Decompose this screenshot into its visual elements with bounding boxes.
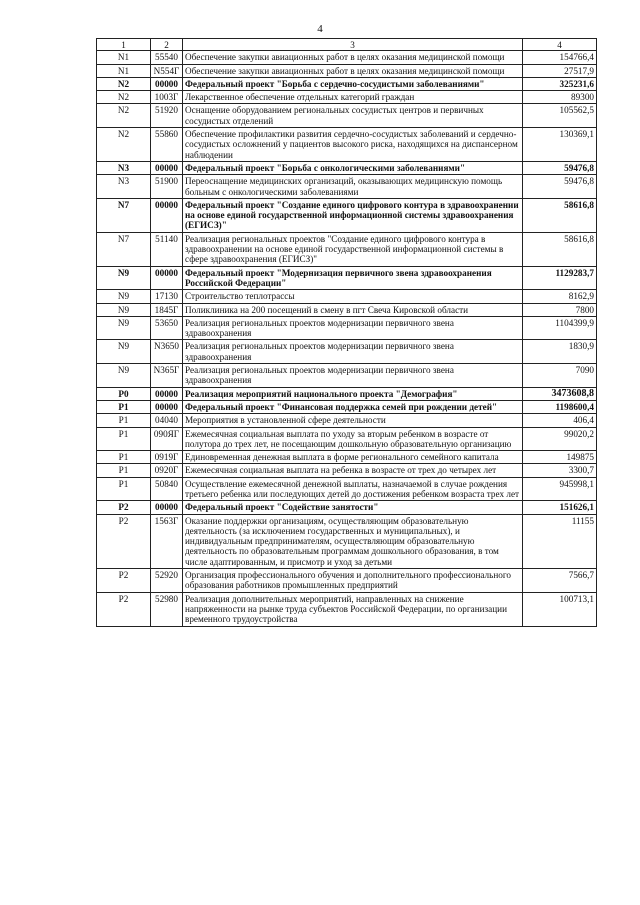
- row-amount-cell: 59476,8: [523, 175, 597, 199]
- row-description-cell: Оказание поддержки организациям, осуществляющим образовательную деятельность (за исключением государственных и муниципальных), и индивидуальным предпринимателям, осуществляющим образовательную деятельность по образовательным программам дошкольного образования, в том числе адаптированным, и присмотр и уход за детьми: [183, 514, 523, 568]
- row-subcode-cell: 00000: [151, 387, 183, 400]
- table-row: [97, 198, 597, 232]
- row-description-cell: Переоснащение медицинских организаций, оказывающих медицинскую помощь больным с онкологическими заболеваниями: [183, 175, 523, 199]
- row-description-cell: Лекарственное обеспечение отдельных категорий граждан: [183, 91, 523, 104]
- row-subcode-cell: 1003Г: [151, 91, 183, 104]
- row-description-cell: Ежемесячная социальная выплата на ребенка в возрасте от трех до четырех лет: [183, 464, 523, 477]
- row-code-cell: N7: [97, 232, 151, 266]
- row-description-cell: Федеральный проект "Финансовая поддержка семей при рождении детей": [183, 400, 523, 413]
- table-row: [97, 569, 597, 593]
- table-header-row: [97, 39, 597, 51]
- table-row: [97, 64, 597, 77]
- row-code-cell: P1: [97, 400, 151, 413]
- row-amount-cell: 3300,7: [523, 464, 597, 477]
- row-subcode-cell: N554Г: [151, 64, 183, 77]
- row-description-cell: Реализация региональных проектов модернизации первичного звена здравоохранения: [183, 340, 523, 364]
- row-subcode-cell: N365Г: [151, 364, 183, 388]
- row-amount-cell: 154766,4: [523, 51, 597, 64]
- row-subcode-cell: 52920: [151, 569, 183, 593]
- row-amount-cell: 7800: [523, 303, 597, 316]
- row-code-cell: N2: [97, 91, 151, 104]
- row-description-cell: Мероприятия в установленной сфере деятельности: [183, 414, 523, 427]
- row-code-cell: N3: [97, 175, 151, 199]
- column-header: 2: [151, 39, 183, 51]
- row-amount-cell: 3473608,8: [523, 387, 597, 400]
- row-code-cell: N9: [97, 316, 151, 340]
- row-code-cell: N1: [97, 64, 151, 77]
- table-row: [97, 303, 597, 316]
- row-amount-cell: 406,4: [523, 414, 597, 427]
- row-code-cell: P1: [97, 464, 151, 477]
- row-amount-cell: 325231,6: [523, 77, 597, 90]
- table-row: [97, 501, 597, 514]
- row-subcode-cell: 00000: [151, 266, 183, 290]
- table-row: [97, 266, 597, 290]
- table-row: [97, 592, 597, 626]
- table-body: [97, 51, 597, 626]
- row-subcode-cell: 1563Г: [151, 514, 183, 568]
- row-subcode-cell: 00000: [151, 400, 183, 413]
- row-amount-cell: 149875: [523, 451, 597, 464]
- table-row: [97, 514, 597, 568]
- row-amount-cell: 1830,9: [523, 340, 597, 364]
- row-code-cell: P1: [97, 477, 151, 501]
- row-description-cell: Реализация региональных проектов модернизации первичного звена здравоохранения: [183, 316, 523, 340]
- row-code-cell: P1: [97, 427, 151, 451]
- row-amount-cell: 59476,8: [523, 161, 597, 174]
- table-row: [97, 387, 597, 400]
- row-code-cell: N9: [97, 290, 151, 303]
- row-code-cell: N9: [97, 266, 151, 290]
- row-description-cell: Поликлиника на 200 посещений в смену в пгт Свеча Кировской области: [183, 303, 523, 316]
- row-amount-cell: 11155: [523, 514, 597, 568]
- row-subcode-cell: 1845Г: [151, 303, 183, 316]
- row-description-cell: Федеральный проект "Модернизация первичного звена здравоохранения Российской Федерации": [183, 266, 523, 290]
- row-description-cell: Оснащение оборудованием региональных сосудистых центров и первичных сосудистых отделений: [183, 104, 523, 128]
- row-subcode-cell: 0919Г: [151, 451, 183, 464]
- row-description-cell: Единовременная денежная выплата в форме регионального семейного капитала: [183, 451, 523, 464]
- row-subcode-cell: 55860: [151, 128, 183, 162]
- column-header: 1: [97, 39, 151, 51]
- row-code-cell: N9: [97, 364, 151, 388]
- table-row: [97, 77, 597, 90]
- row-amount-cell: 58616,8: [523, 198, 597, 232]
- table-row: [97, 400, 597, 413]
- row-code-cell: P2: [97, 514, 151, 568]
- row-subcode-cell: 53650: [151, 316, 183, 340]
- row-subcode-cell: 52980: [151, 592, 183, 626]
- row-amount-cell: 105562,5: [523, 104, 597, 128]
- table-row: [97, 175, 597, 199]
- row-description-cell: Федеральный проект "Борьба с сердечно-сосудистыми заболеваниями": [183, 77, 523, 90]
- row-code-cell: N9: [97, 303, 151, 316]
- row-code-cell: P1: [97, 451, 151, 464]
- row-description-cell: Реализация дополнительных мероприятий, направленных на снижение напряженности на рынке труда субъектов Российской Федерации, по организации временного трудоустройства: [183, 592, 523, 626]
- table-row: [97, 464, 597, 477]
- table-row: [97, 290, 597, 303]
- row-code-cell: P2: [97, 569, 151, 593]
- row-subcode-cell: 00000: [151, 198, 183, 232]
- row-code-cell: P1: [97, 414, 151, 427]
- table-row: [97, 340, 597, 364]
- row-amount-cell: 151626,1: [523, 501, 597, 514]
- table-row: [97, 232, 597, 266]
- row-code-cell: N3: [97, 161, 151, 174]
- table-row: [97, 316, 597, 340]
- row-description-cell: Федеральный проект "Создание единого цифрового контура в здравоохранении на основе единой государственной информационной системы здравоохранения (ЕГИСЗ)": [183, 198, 523, 232]
- row-amount-cell: 7090: [523, 364, 597, 388]
- row-subcode-cell: 00000: [151, 161, 183, 174]
- row-description-cell: Обеспечение закупки авиационных работ в целях оказания медицинской помощи: [183, 64, 523, 77]
- row-description-cell: Обеспечение профилактики развития сердечно-сосудистых заболеваний и сердечно-сосудистых осложнений у пациентов высокого риска, находящихся на диспансерном наблюдении: [183, 128, 523, 162]
- row-description-cell: Реализация мероприятий национального проекта "Демография": [183, 387, 523, 400]
- column-header: 3: [183, 39, 523, 51]
- row-subcode-cell: 04040: [151, 414, 183, 427]
- row-subcode-cell: 51920: [151, 104, 183, 128]
- table-row: [97, 414, 597, 427]
- row-code-cell: N2: [97, 128, 151, 162]
- row-code-cell: P2: [97, 501, 151, 514]
- row-description-cell: Федеральный проект "Борьба с онкологическими заболеваниями": [183, 161, 523, 174]
- row-amount-cell: 100713,1: [523, 592, 597, 626]
- row-amount-cell: 945998,1: [523, 477, 597, 501]
- row-description-cell: Строительство теплотрассы: [183, 290, 523, 303]
- table-row: [97, 91, 597, 104]
- row-subcode-cell: 00000: [151, 501, 183, 514]
- page-number: 4: [317, 23, 323, 35]
- row-description-cell: Федеральный проект "Содействие занятости": [183, 501, 523, 514]
- row-description-cell: Ежемесячная социальная выплата по уходу за вторым ребенком в возрасте от полутора до трех лет, не посещающим дошкольную образовательную организацию: [183, 427, 523, 451]
- row-amount-cell: 1198600,4: [523, 400, 597, 413]
- table-row: [97, 51, 597, 64]
- row-subcode-cell: 51140: [151, 232, 183, 266]
- row-amount-cell: 7566,7: [523, 569, 597, 593]
- table-row: [97, 477, 597, 501]
- row-code-cell: N2: [97, 77, 151, 90]
- row-subcode-cell: N3650: [151, 340, 183, 364]
- row-amount-cell: 99020,2: [523, 427, 597, 451]
- row-code-cell: N1: [97, 51, 151, 64]
- row-subcode-cell: 00000: [151, 77, 183, 90]
- row-description-cell: Реализация региональных проектов "Создание единого цифрового контура в здравоохранении на основе единой государственной информационной системы в сфере здравоохранения (ЕГИСЗ)": [183, 232, 523, 266]
- row-description-cell: Осуществление ежемесячной денежной выплаты, назначаемой в случае рождения третьего ребенка или последующих детей до достижения ребенком возраста трех лет: [183, 477, 523, 501]
- row-code-cell: P2: [97, 592, 151, 626]
- row-amount-cell: 58616,8: [523, 232, 597, 266]
- table-row: [97, 427, 597, 451]
- row-description-cell: Обеспечение закупки авиационных работ в целях оказания медицинской помощи: [183, 51, 523, 64]
- row-code-cell: N9: [97, 340, 151, 364]
- row-code-cell: N7: [97, 198, 151, 232]
- table-row: [97, 161, 597, 174]
- row-subcode-cell: 51900: [151, 175, 183, 199]
- table-row: [97, 451, 597, 464]
- table-row: [97, 128, 597, 162]
- row-code-cell: P0: [97, 387, 151, 400]
- row-amount-cell: 1129283,7: [523, 266, 597, 290]
- row-code-cell: N2: [97, 104, 151, 128]
- row-amount-cell: 27517,9: [523, 64, 597, 77]
- row-description-cell: Организация профессионального обучения и дополнительного профессионального образования работников промышленных предприятий: [183, 569, 523, 593]
- row-subcode-cell: 090ЯГ: [151, 427, 183, 451]
- table-row: [97, 104, 597, 128]
- row-amount-cell: 8162,9: [523, 290, 597, 303]
- row-amount-cell: 1104399,9: [523, 316, 597, 340]
- row-subcode-cell: 55540: [151, 51, 183, 64]
- row-subcode-cell: 17130: [151, 290, 183, 303]
- column-header: 4: [523, 39, 597, 51]
- row-subcode-cell: 50840: [151, 477, 183, 501]
- row-amount-cell: 89300: [523, 91, 597, 104]
- row-subcode-cell: 0920Г: [151, 464, 183, 477]
- table-row: [97, 364, 597, 388]
- row-description-cell: Реализация региональных проектов модернизации первичного звена здравоохранения: [183, 364, 523, 388]
- row-amount-cell: 130369,1: [523, 128, 597, 162]
- budget-table: [96, 38, 597, 627]
